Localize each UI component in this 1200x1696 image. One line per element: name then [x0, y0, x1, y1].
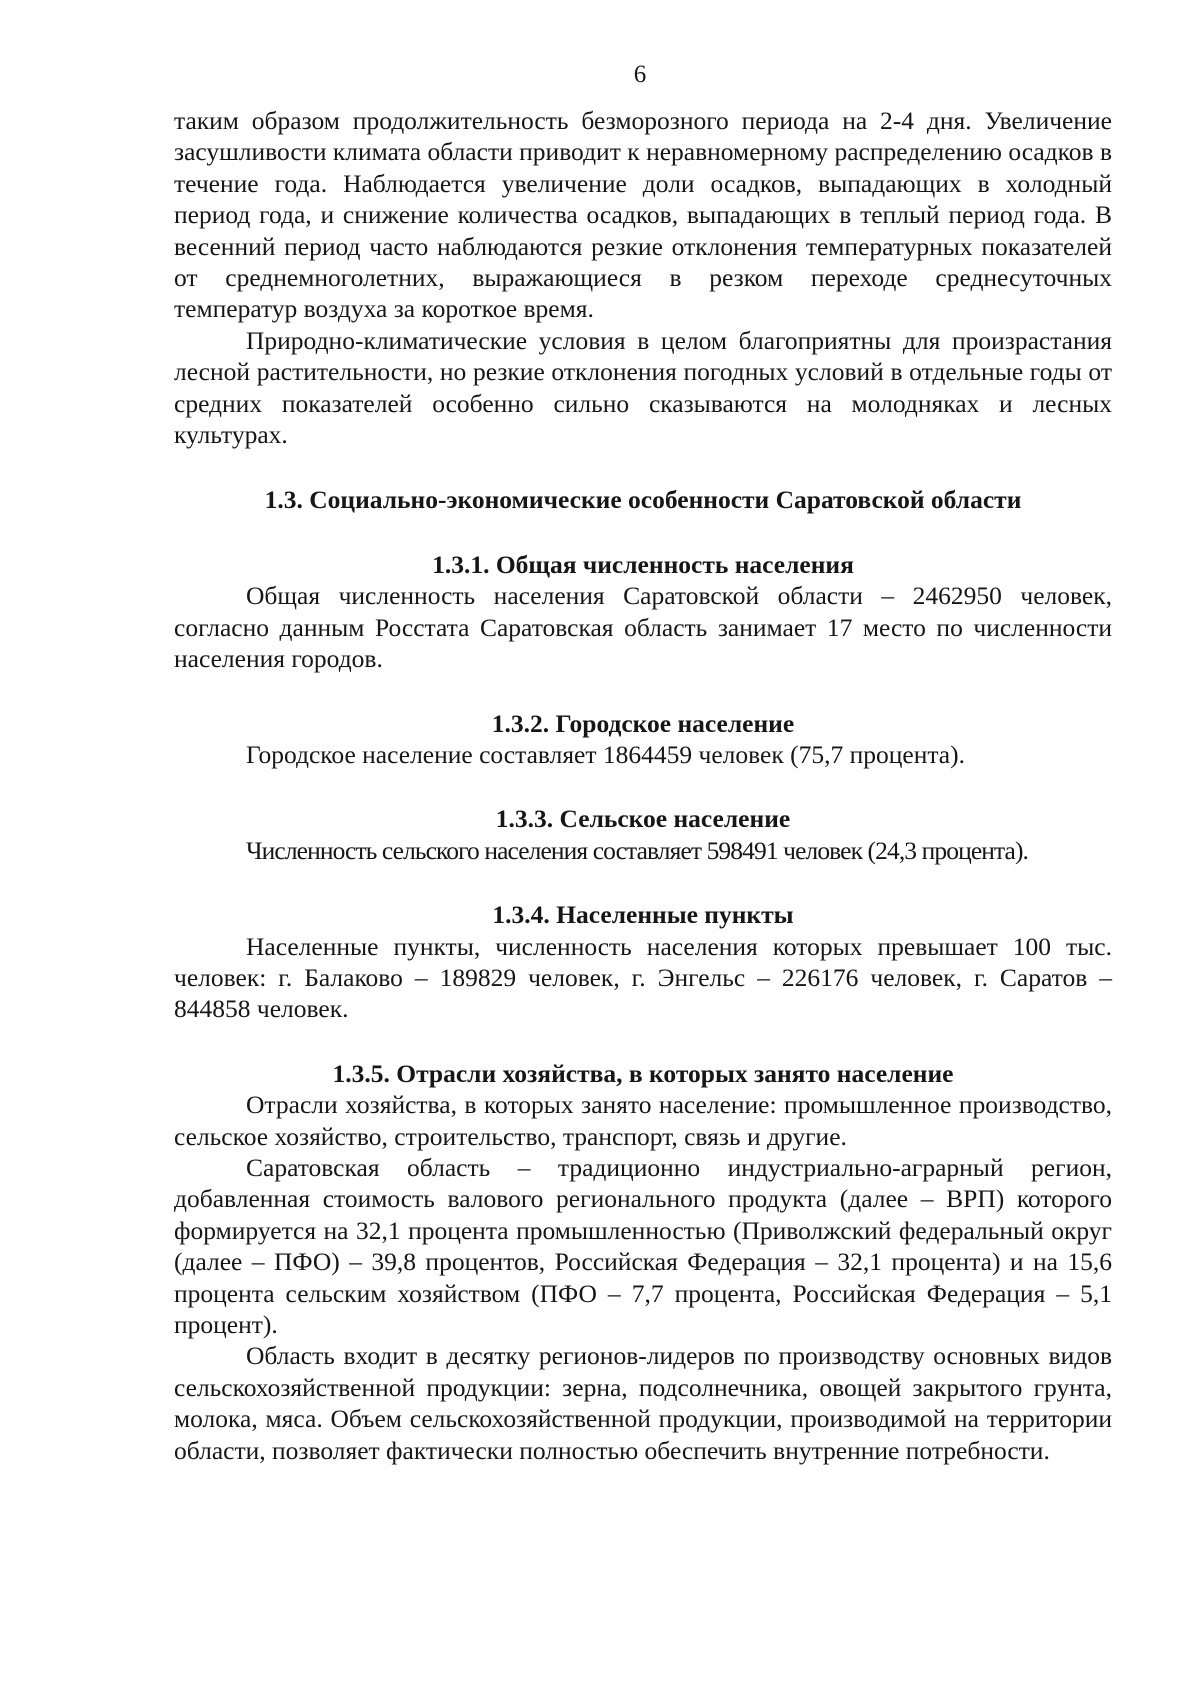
paragraph-urban-population: Городское население составляет 1864459 человек (75,7 процента). [246, 739, 965, 769]
spacer [174, 770, 1112, 803]
section-heading-1-3-2: 1.3.2. Городское население [491, 708, 795, 738]
paragraph-rural-population: Численность сельского населения составляет 598491 человек (24,3 процента). [246, 835, 1029, 865]
paragraph-total-population: Общая численность населения Саратовской области – 2462950 человек, согласно данным Росстата Саратовская область занимает 17 место по численности населения городов. [174, 581, 1112, 674]
section-heading-1-3: 1.3. Социально-экономические особенности Саратовской области [264, 485, 1022, 515]
paragraph-climate-continuation: таким образом продолжительность безморозного периода на 2-4 дня. Увеличение засушливости климата области приводит к неравномерному распределению осадков в течение года. Наблюдается увеличение доли осадков, выпадающих в холодный период года, и снижение количества осадков, выпадающих в теплый период года. В весенний период часто наблюдаются резкие отклонения температурных показателей от среднемноголетних, выражающиеся в резком переходе среднесуточных температур воздуха за короткое время. [174, 106, 1112, 324]
document-body [174, 105, 1112, 1466]
paragraph-grp-structure: Саратовская область – традиционно индустриально-аграрный регион, добавленная стоимость валового регионального продукта (далее – ВРП) которого формируется на 32,1 процента промышленностью (Приволжский федеральный округ (далее – ПФО) – 39,8 процентов, Российская Федерация – 32,1 процента) и на 15,6 процента сельским хозяйством (ПФО – 7,7 процента, Российская Федерация – 5,1 процент). [174, 1152, 1112, 1339]
paragraph-economy-sectors: Отрасли хозяйства, в которых занято население: промышленное производство, сельское хозяйство, строительство, транспорт, связь и другие. [174, 1090, 1112, 1151]
section-heading-1-3-5: 1.3.5. Отрасли хозяйства, в которых занято население [332, 1058, 954, 1088]
spacer [174, 450, 1112, 484]
spacer [174, 675, 1112, 708]
spacer [174, 1025, 1112, 1058]
section-heading-1-3-1: 1.3.1. Общая численность населения [432, 549, 854, 579]
paragraph-settlements: Населенные пункты, численность населения которых превышает 100 тыс. человек: г. Балаково – 189829 человек, г. Энгельс – 226176 человек, г. Саратов – 844858 человек. [174, 931, 1112, 1024]
page-number: 6 [633, 61, 647, 88]
section-heading-1-3-4: 1.3.4. Населенные пункты [492, 900, 794, 930]
paragraph-climate-conditions: Природно-климатические условия в целом благоприятны для произрастания лесной растительности, но резкие отклонения погодных условий в отдельные годы от средних показателей особенно сильно сказываются на молодняках и лесных культурах. [174, 325, 1112, 450]
spacer [174, 866, 1112, 899]
section-heading-1-3-3: 1.3.3. Сельское население [495, 804, 791, 834]
spacer [174, 516, 1112, 549]
paragraph-agriculture-leaders: Область входит в десятку регионов-лидеров по производству основных видов сельскохозяйственной продукции: зерна, подсолнечника, овощей закрытого грунта, молока, мяса. Объем сельскохозяйственной продукции, производимой на территории области, позволяет фактически полностью обеспечить внутренние потребности. [174, 1341, 1112, 1465]
